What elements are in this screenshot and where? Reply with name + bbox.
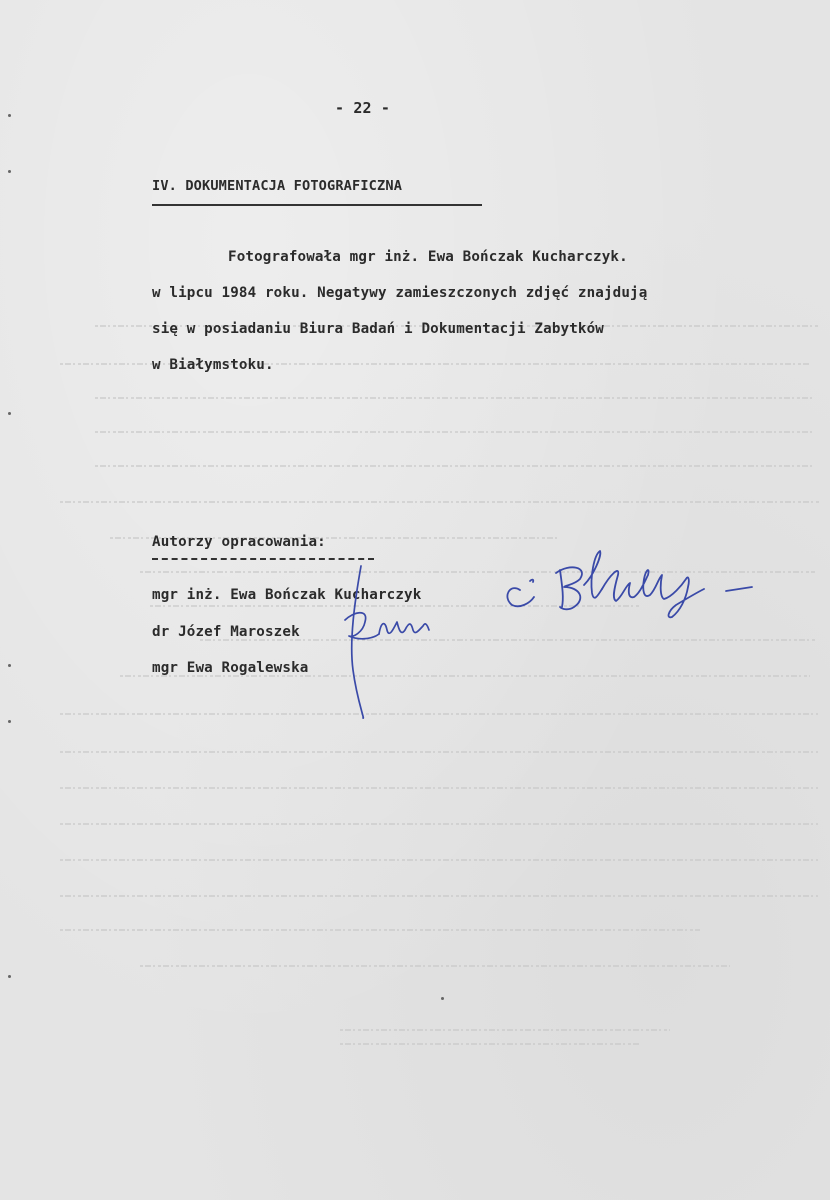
paragraph-line: się w posiadaniu Biura Badań i Dokumentacji Zabytków (152, 321, 604, 337)
author-name: mgr inż. Ewa Bończak Kucharczyk (152, 587, 422, 603)
paragraph-line: w lipcu 1984 roku. Negatywy zamieszczonych zdjęć znajdują (152, 285, 648, 301)
signature-maroszek (335, 560, 445, 725)
authors-label: Autorzy opracowania: (152, 534, 326, 550)
margin-mark (8, 170, 11, 173)
margin-mark (8, 720, 11, 723)
heading-underline (152, 204, 482, 206)
margin-mark (441, 997, 444, 1000)
page-number: - 22 - (335, 99, 391, 117)
section-heading: IV. DOKUMENTACJA FOTOGRAFICZNA (152, 178, 403, 194)
author-name: dr Józef Maroszek (152, 624, 300, 640)
author-name: mgr Ewa Rogalewska (152, 660, 309, 676)
paragraph-line: w Białymstoku. (152, 357, 274, 373)
paragraph-line: Fotografowała mgr inż. Ewa Bończak Kucharczyk. (228, 249, 628, 265)
margin-mark (8, 412, 11, 415)
authors-underline (152, 558, 374, 560)
margin-mark (8, 114, 11, 117)
signature-kucharczyk (490, 545, 770, 625)
margin-mark (8, 664, 11, 667)
margin-mark (8, 975, 11, 978)
